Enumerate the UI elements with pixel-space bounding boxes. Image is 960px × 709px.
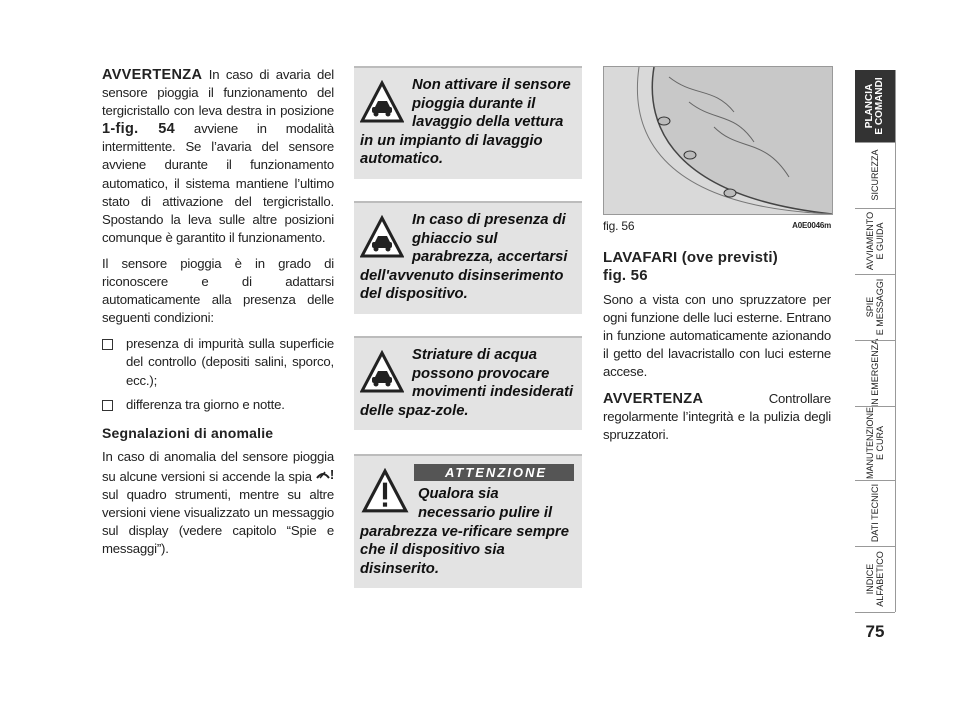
sensor-paragraph: Il sensore pioggia è in grado di riconoscere e di adattarsi automaticamente alla presenza delle seguenti condizioni: [102,255,334,326]
tab-indice-alfabetico[interactable]: INDICE ALFABETICO [855,546,896,612]
checkbox-bullet-icon [102,400,113,411]
list-item: presenza di impurità sulla superficie del controllo (depositi salini, sporco, ecc.); [102,335,334,389]
bumper-illustration [604,67,832,214]
attention-label: ATTENZIONE [414,464,574,481]
washer-paragraph: Sono a vista con uno spruzzatore per ogni funzione delle luci esterne. Entrano in funzione automaticamente azionando il getto del lavacristallo con luci esterne accese. [603,292,831,380]
conditions-list [102,335,334,413]
checkbox-bullet-icon [102,339,113,350]
section-heading: Segnalazioni di anomalie [102,424,274,441]
right-column [603,66,831,452]
note-box-ice: In caso di presenza di ghiaccio sul parabrezza, accertarsi dell'avvenuto disinserimento del dispositivo. [354,201,582,314]
car-wash-icon [360,350,404,394]
rain-sensor-warning-light-icon: ! [316,466,334,484]
figure-reference: 1-fig. 54 [102,121,175,138]
list-item: differenza tra giorno e notte. [102,396,334,414]
section-heading: LAVAFARI (ove previsti) fig. 56 [603,249,778,285]
warning-keyword: AVVERTENZA [603,390,704,407]
chapter-tabs [855,0,895,709]
note-box-streaks: Striature di acqua possono provocare movimenti indesiderati delle spaz-zole. [354,336,582,430]
page-number: 75 [865,622,885,641]
car-wash-icon [360,80,404,124]
anomaly-paragraph: In caso di anomalia del sensore pioggia su alcune versioni si accende la spia ! sul quadro strumenti, mentre su altre versioni viene visualizzato un messaggio sul display (vedere capitolo “Spie e messaggi”). [102,448,335,557]
attention-box: ATTENZIONE Qualora sia necessario pulire il parabrezza ve-rificare sempre che il dispositivo sia disinserito. [354,454,582,588]
middle-column [354,66,582,610]
warning-paragraph: AVVERTENZA In caso di avaria del sensore pioggia il funzionamento del tergicristallo con leva destra in posizione 1-fig. 54 avviene in modalità intermittente. Se l’avaria del sensore avviene durante il funzionamento automatico, il sistema mantiene l’ultimo stato di attivazione del tergicristallo. Spostando la leva sulle altre posizioni comunque è garantito il funzionamento. [102,67,334,245]
tab-avviamento-e-guida[interactable]: AVVIAMENTO E GUIDA [855,208,896,274]
left-column [102,66,334,566]
tab-dati-tecnici[interactable]: DATI TECNICI [855,480,896,546]
warning-keyword: AVVERTENZA [102,67,203,83]
note-box-car-wash: Non attivare il sensore pioggia durante il lavaggio della vettura in un impianto di lavaggio automatico. [354,66,582,179]
headlight-washer-figure [603,66,833,215]
car-wash-icon [360,215,404,259]
figure-caption: fig. 56 A0E0046m [603,219,831,233]
warning-paragraph: AVVERTENZA Controllare regolarmente l’integrità e la pulizia degli spruzzatori. [603,390,831,442]
tab-manutenzione-e-cura[interactable]: MANUTENZIONE E CURA [855,406,896,480]
tab-plancia-e-comandi[interactable]: PLANCIA E COMANDI [855,70,896,142]
tab-spie-e-messaggi[interactable]: SPIE E MESSAGGI [855,274,896,340]
warning-triangle-icon [360,468,410,514]
tab-in-emergenza[interactable]: IN EMERGENZA [855,340,896,406]
tab-sicurezza[interactable]: SICUREZZA [855,142,896,208]
